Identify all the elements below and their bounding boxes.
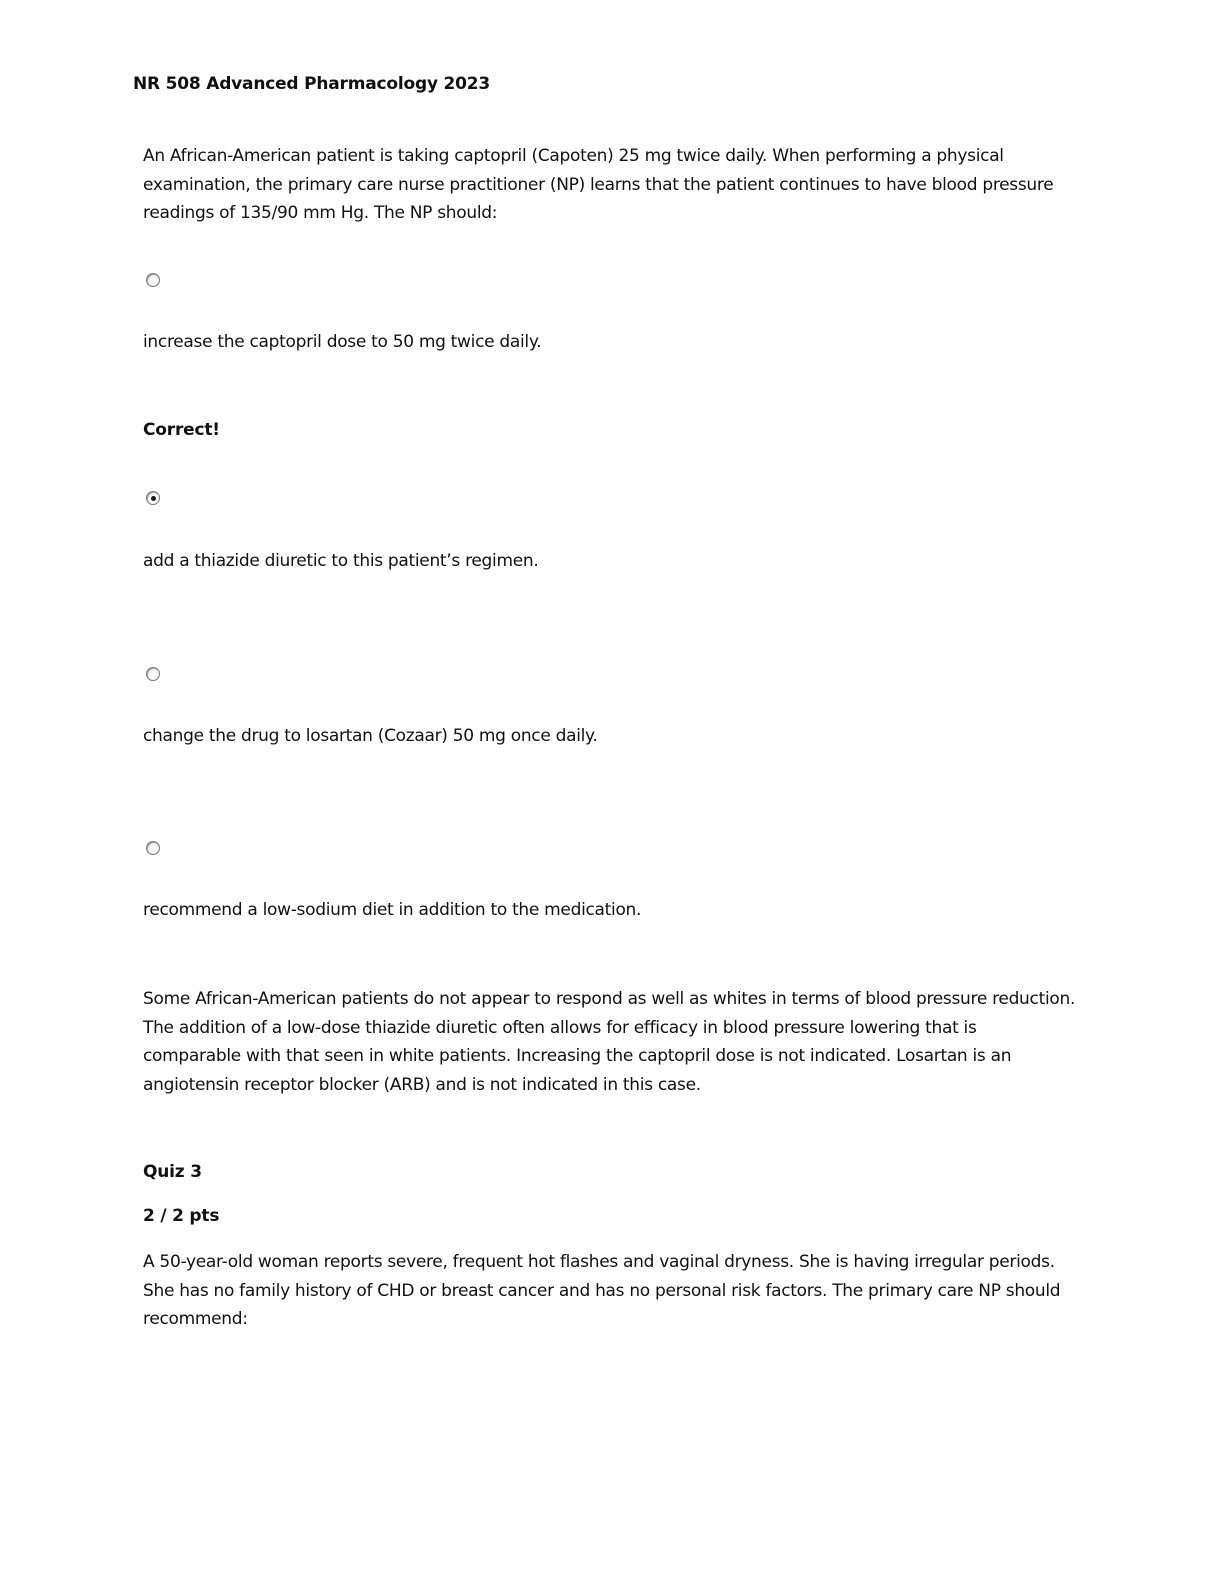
option-4-label: recommend a low-sodium diet in addition to the medication. [143,900,642,920]
option-1-radio[interactable] [146,273,160,287]
question-2-text: A 50-year-old woman reports severe, frequent hot flashes and vaginal dryness. She is having irregular periods. She has no family history of CHD or breast cancer and has no personal risk factors. The primary care NP should recommend: [143,1252,1061,1329]
option-1-label: increase the captopril dose to 50 mg twice daily. [143,332,542,352]
option-4-radio[interactable] [146,841,160,855]
quiz-heading: Quiz 3 [143,1162,202,1182]
quiz-points: 2 / 2 pts [143,1206,220,1226]
option-3-label: change the drug to losartan (Cozaar) 50 mg once daily. [143,726,598,746]
option-2-radio[interactable] [146,491,160,505]
correct-indicator: Correct! [143,420,220,440]
option-3-radio[interactable] [146,667,160,681]
document-title: NR 508 Advanced Pharmacology 2023 [133,74,491,94]
question-1-text: An African-American patient is taking captopril (Capoten) 25 mg twice daily. When performing a physical examination, the primary care nurse practitioner (NP) learns that the patient continues to have blood pressure readings of 135/90 mm Hg. The NP should: [143,146,1054,223]
answer-explanation: Some African-American patients do not appear to respond as well as whites in terms of blood pressure reduction. The addition of a low-dose thiazide diuretic often allows for efficacy in blood pressure lowering that is comparable with that seen in white patients. Increasing the captopril dose is not indicated. Losartan is an angiotensin receptor blocker (ARB) and is not indicated in this case. [143,989,1076,1095]
radio-selected-dot [151,496,156,501]
option-2-label: add a thiazide diuretic to this patient’s regimen. [143,551,539,571]
